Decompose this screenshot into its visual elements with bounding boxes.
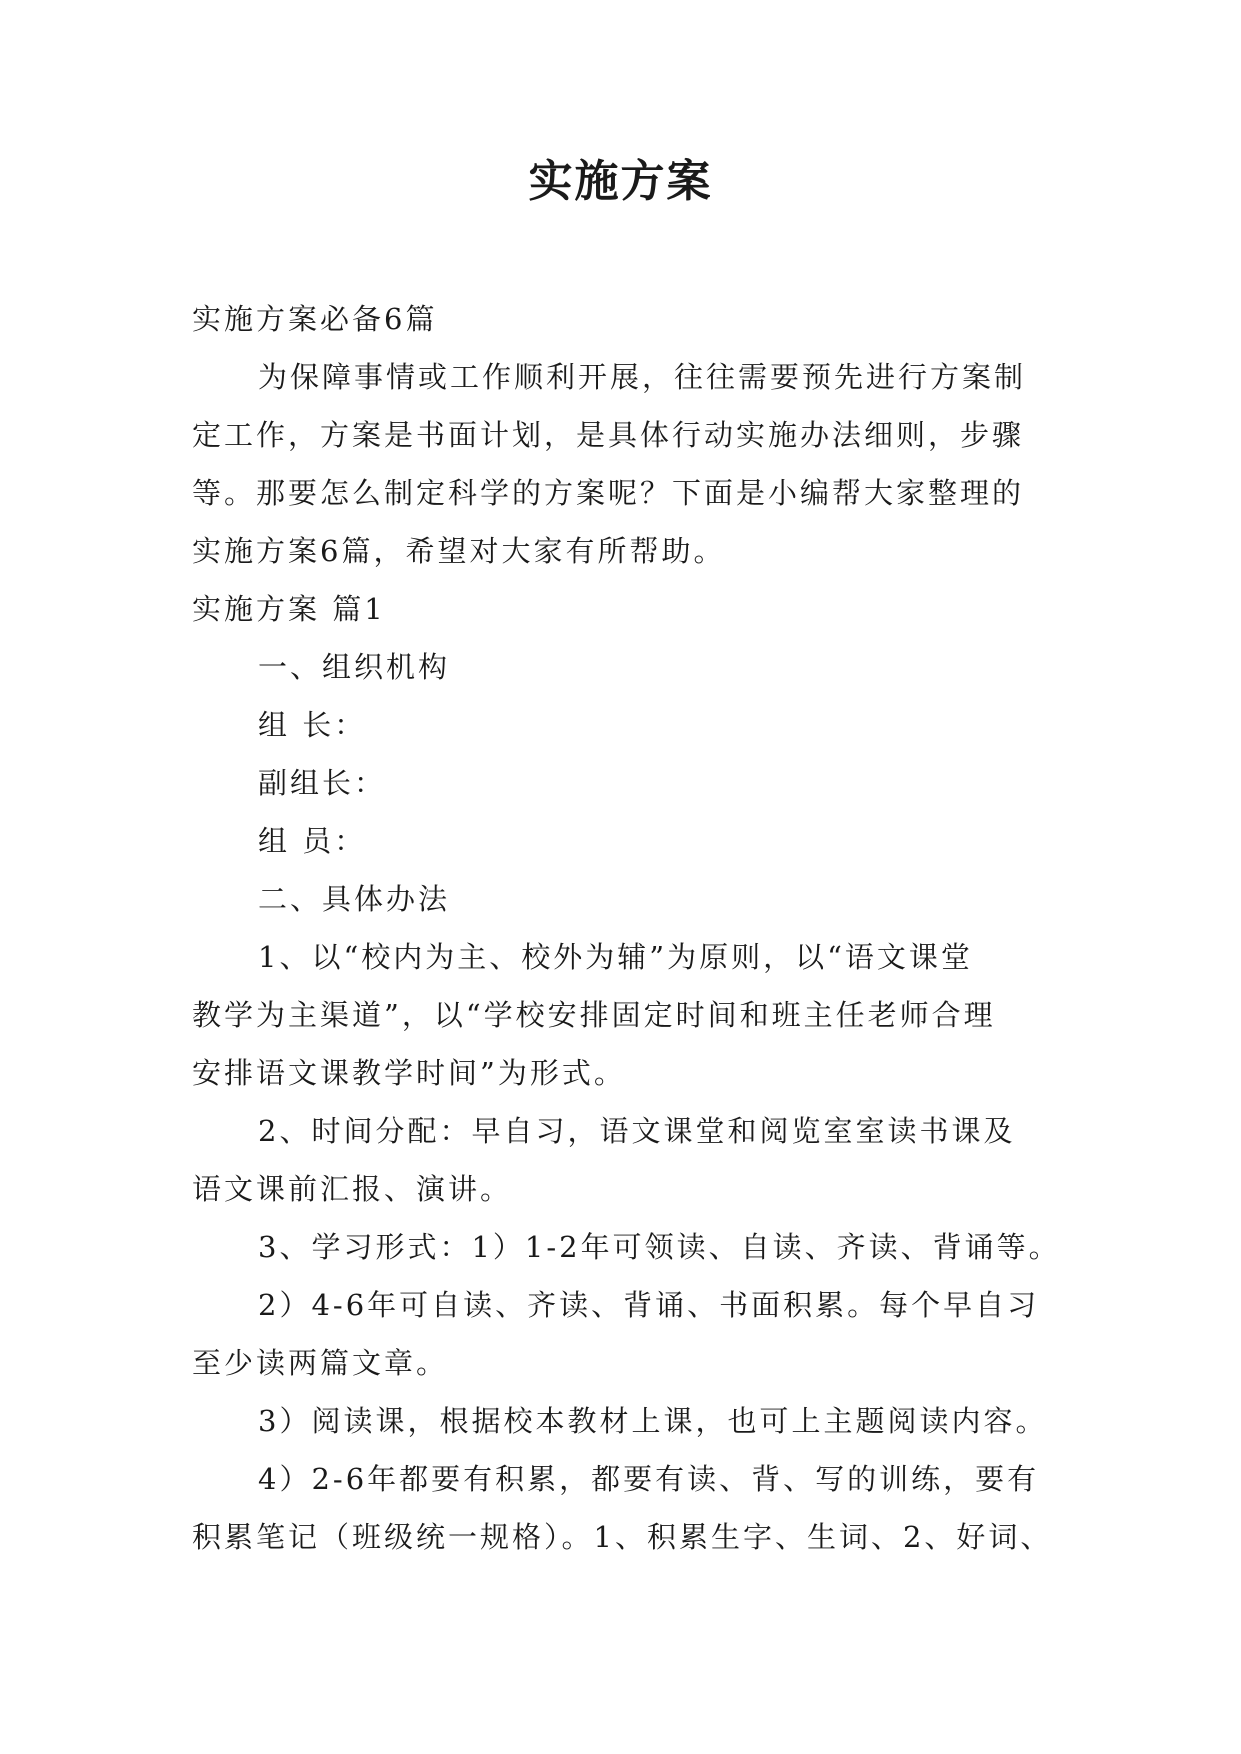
doc-line: 二、具体办法 bbox=[258, 882, 451, 916]
doc-line: 实施方案6篇，希望对大家有所帮助。 bbox=[192, 534, 726, 568]
doc-line: 教学为主渠道”，以“学校安排固定时间和班主任老师合理 bbox=[192, 998, 996, 1032]
doc-line: 1、以“校内为主、校外为辅”为原则，以“语文课堂 bbox=[258, 940, 973, 974]
doc-line: 组 长： bbox=[258, 708, 367, 742]
section-heading: 实施方案 篇1 bbox=[192, 592, 386, 626]
doc-line: 2）4-6年可自读、齐读、背诵、书面积累。每个早自习 bbox=[258, 1288, 1040, 1322]
doc-line: 3、学习形式：1）1-2年可领读、自读、齐读、背诵等。 bbox=[258, 1230, 1061, 1264]
doc-line: 积累笔记（班级统一规格）。1、积累生字、生词、2、好词、 bbox=[192, 1520, 1053, 1554]
document-body bbox=[192, 290, 1072, 1566]
doc-line: 语文课前汇报、演讲。 bbox=[192, 1172, 513, 1206]
doc-line: 副组长： bbox=[258, 766, 387, 800]
doc-line: 安排语文课教学时间”为形式。 bbox=[192, 1056, 626, 1090]
doc-line: 2、时间分配：早自习，语文课堂和阅览室室读书课及 bbox=[258, 1114, 1016, 1148]
doc-line: 等。那要怎么制定科学的方案呢？下面是小编帮大家整理的 bbox=[192, 476, 1025, 510]
doc-line: 定工作，方案是书面计划，是具体行动实施办法细则，步骤 bbox=[192, 418, 1025, 452]
doc-line: 一、组织机构 bbox=[258, 650, 451, 684]
doc-line: 至少读两篇文章。 bbox=[192, 1346, 449, 1380]
doc-line: 4）2-6年都要有积累，都要有读、背、写的训练，要有 bbox=[258, 1462, 1040, 1496]
doc-line: 组 员： bbox=[258, 824, 367, 858]
document-title: 实施方案 bbox=[528, 156, 713, 207]
doc-line: 3）阅读课，根据校本教材上课，也可上主题阅读内容。 bbox=[258, 1404, 1048, 1438]
doc-line: 为保障事情或工作顺利开展，往往需要预先进行方案制 bbox=[258, 360, 1027, 394]
doc-line: 实施方案必备6篇 bbox=[192, 302, 438, 336]
